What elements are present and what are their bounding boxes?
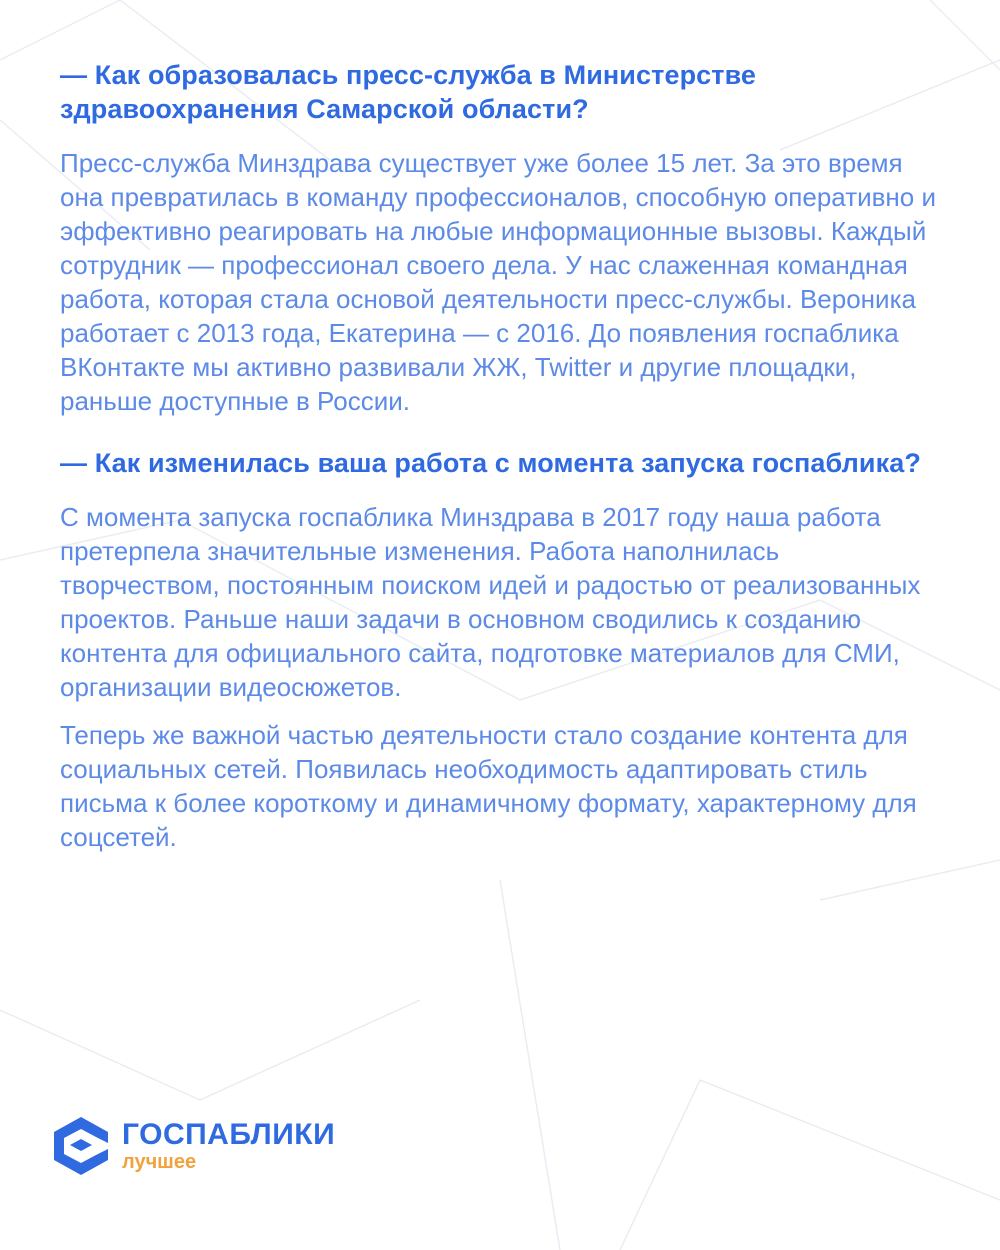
article-content <box>60 58 940 868</box>
logo-title: ГОСПАБЛИКИ <box>122 1118 336 1151</box>
answer-2-paragraph-1: С момента запуска госпаблика Минздрава в 2017 году наша работа претерпела значительные изменения. Работа наполнилась творчеством, постоянным поиском идей и радостью от реализованных проектов. Раньше наши задачи в основном сводились к созданию контента для официального сайта, подготовке материалов для СМИ, организации видеосюжетов. <box>60 502 921 702</box>
answer-1: Пресс-служба Минздрава существует уже более 15 лет. За это время она превратилась в команду профессионалов, способную оперативно и эффективно реагировать на любые информационные вызовы. Каждый сотрудник — профессионал своего дела. У нас слаженная командная работа, которая стала основой деятельности пресс-службы. Вероника работает с 2013 года, Екатерина — с 2016. До появления госпаблика ВКонтакте мы активно развивали ЖЖ, Twitter и другие площадки, раньше доступные в России. <box>60 148 937 416</box>
gospabliki-logo <box>50 1115 335 1177</box>
answer-2-paragraph-2: Теперь же важной частью деятельности стало создание контента для социальных сетей. Появилась необходимость адаптировать стиль письма к более короткому и динамичному формату, характерному для соцсетей. <box>60 720 917 852</box>
question-1: — Как образовалась пресс-служба в Министерстве здравоохранения Самарской области? <box>60 60 757 124</box>
gospabliki-logo-icon <box>50 1115 112 1177</box>
logo-subtitle: лучшее <box>122 1151 197 1173</box>
question-2: — Как изменилась ваша работа с момента запуска госпаблика? <box>60 448 921 478</box>
